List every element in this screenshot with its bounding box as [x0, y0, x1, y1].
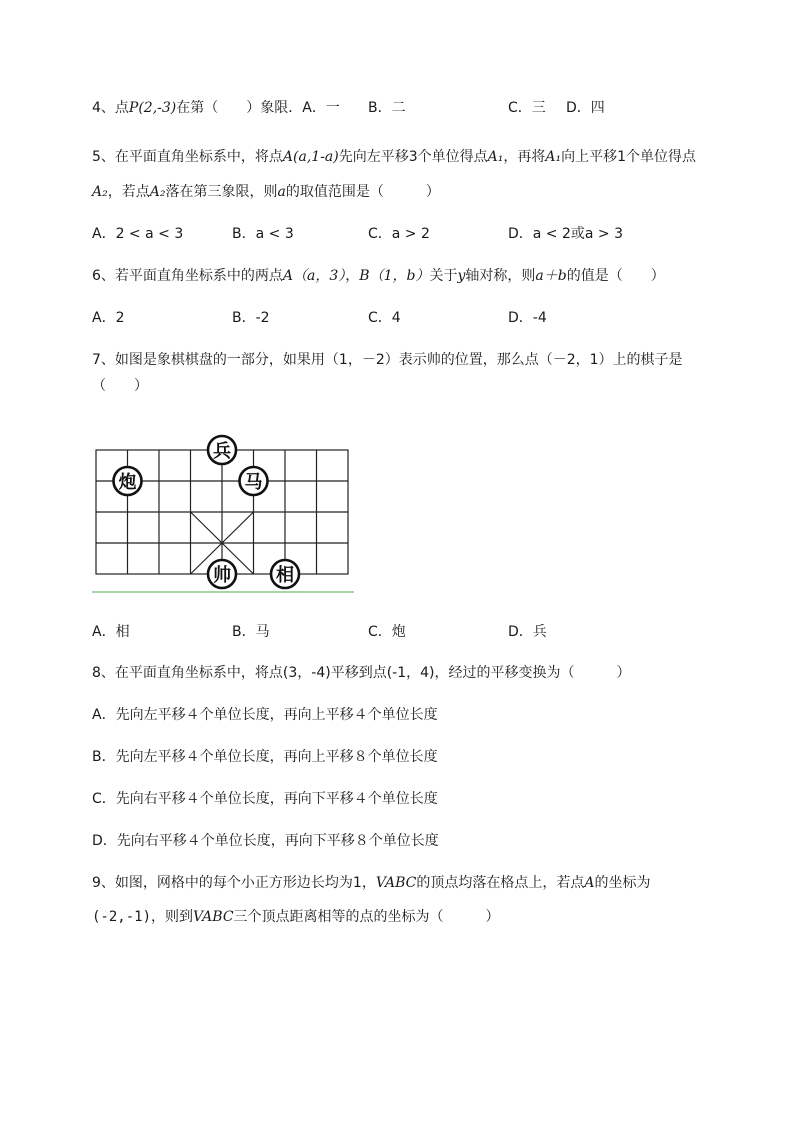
question-6: [92, 266, 665, 286]
q5-point-a2: A₂: [149, 184, 166, 200]
piece-ma: [240, 467, 268, 495]
piece-xiang: [271, 560, 299, 588]
piece-shuai: [208, 560, 236, 588]
q8-option-a: A．先向左平移４个单位长度，再向上平移４个单位长度: [92, 707, 438, 723]
q9-triangle: VABC: [193, 909, 234, 925]
piece-bing-label: 兵: [213, 441, 231, 462]
q4-point: P(2,-3): [128, 100, 177, 116]
q9-text: 的坐标为: [594, 875, 651, 891]
q6-text: 的值是（ ）: [566, 268, 665, 284]
q9-text: 的顶点均落在格点上，若点: [416, 875, 585, 891]
q4-option-b: B．二: [368, 100, 406, 116]
q6-text: ，: [345, 268, 360, 284]
q4-stem: 在第（ ）象限．: [176, 100, 303, 116]
q4-prefix: 4、点: [92, 100, 129, 116]
piece-shuai-label: 帅: [213, 565, 231, 586]
question-5-line-2: [92, 182, 440, 202]
q5-text: ，再将: [503, 149, 546, 165]
q6-expression: a＋b: [535, 268, 567, 284]
piece-pao: [114, 467, 142, 495]
q8-option-c: C．先向右平移４个单位长度，再向下平移４个单位长度: [92, 791, 438, 807]
q5-text: 先向左平移3个单位得点: [338, 149, 488, 165]
question-4: [92, 98, 340, 118]
chess-board-figure: [92, 430, 354, 600]
q8-option-b: B．先向左平移４个单位长度，再向上平移８个单位长度: [92, 749, 438, 765]
question-5-line-1: [92, 147, 696, 167]
q9-triangle: VABC: [375, 875, 417, 891]
q6-text: 轴对称，则: [465, 268, 536, 284]
q6-option-b: B．-2: [232, 310, 270, 326]
q5-option-a: A．2 < a < 3: [92, 226, 184, 242]
q7-option-c: C．炮: [368, 624, 406, 640]
q5-text: 的取值范围是（ ）: [285, 184, 440, 200]
q6-text: 关于: [429, 268, 458, 284]
q9-text: 三个顶点距离相等的点的坐标为（ ）: [233, 909, 500, 925]
q8-option-d: D．先向右平移４个单位长度，再向下平移８个单位长度: [92, 833, 439, 849]
q9-coordinate: (-2,-1): [92, 909, 152, 925]
question-8: 8、在平面直角坐标系中，将点(3，-4)平移到点(-1，4)，经过的平移变换为（ ）: [92, 665, 631, 681]
q5-point-a2: A₂: [92, 184, 108, 200]
piece-bing: [208, 436, 236, 464]
q5-variable-a: a: [277, 184, 286, 200]
q5-point-a1: A₁: [487, 149, 504, 165]
q6-option-d: D．-4: [508, 310, 547, 326]
q5-option-c: C．a > 2: [368, 226, 430, 242]
question-9-line-2: [92, 907, 500, 927]
question-7-line-1: 7、如图是象棋棋盘的一部分，如果用（1，－2）表示帅的位置，那么点（－2，1）上的棋子是: [92, 352, 683, 368]
question-9-line-1: [92, 873, 650, 893]
piece-pao-label: 炮: [118, 472, 137, 493]
q9-text: ，则到: [151, 909, 194, 925]
q5-text: ，若点: [107, 184, 150, 200]
q7-option-a: A．相: [92, 624, 130, 640]
q9-point-a: A: [584, 875, 595, 891]
q6-option-c: C．4: [368, 310, 401, 326]
q5-option-d: D．a < 2或a > 3: [508, 226, 624, 242]
q6-text: 6、若平面直角坐标系中的两点: [92, 268, 283, 284]
q5-point-a1: A₁: [545, 149, 562, 165]
q7-option-d: D．兵: [508, 624, 547, 640]
q5-text: 向上平移1个单位得点: [561, 149, 697, 165]
q6-option-a: A．2: [92, 310, 125, 326]
q6-point-b: B（1，b）: [359, 268, 430, 284]
q7-option-b: B．马: [232, 624, 270, 640]
q4-option-c: C．三: [508, 100, 546, 116]
q4-option-d: D．四: [566, 100, 605, 116]
q6-axis: y: [457, 268, 466, 284]
q4-option-a: A．一: [302, 100, 340, 116]
q5-text: 落在第三象限，则: [165, 184, 278, 200]
piece-ma-label: 马: [244, 472, 263, 493]
q5-option-b: B．a < 3: [232, 226, 294, 242]
q5-text: 5、在平面直角坐标系中，将点: [92, 149, 283, 165]
piece-xiang-label: 相: [276, 565, 294, 586]
q9-text: 9、如图，网格中的每个小正方形边长均为1，: [92, 875, 376, 891]
q6-point-a: A（a，3）: [282, 268, 346, 284]
q5-point-a: A(a,1-a): [282, 149, 339, 165]
question-7-line-2: （ ）: [92, 378, 148, 394]
